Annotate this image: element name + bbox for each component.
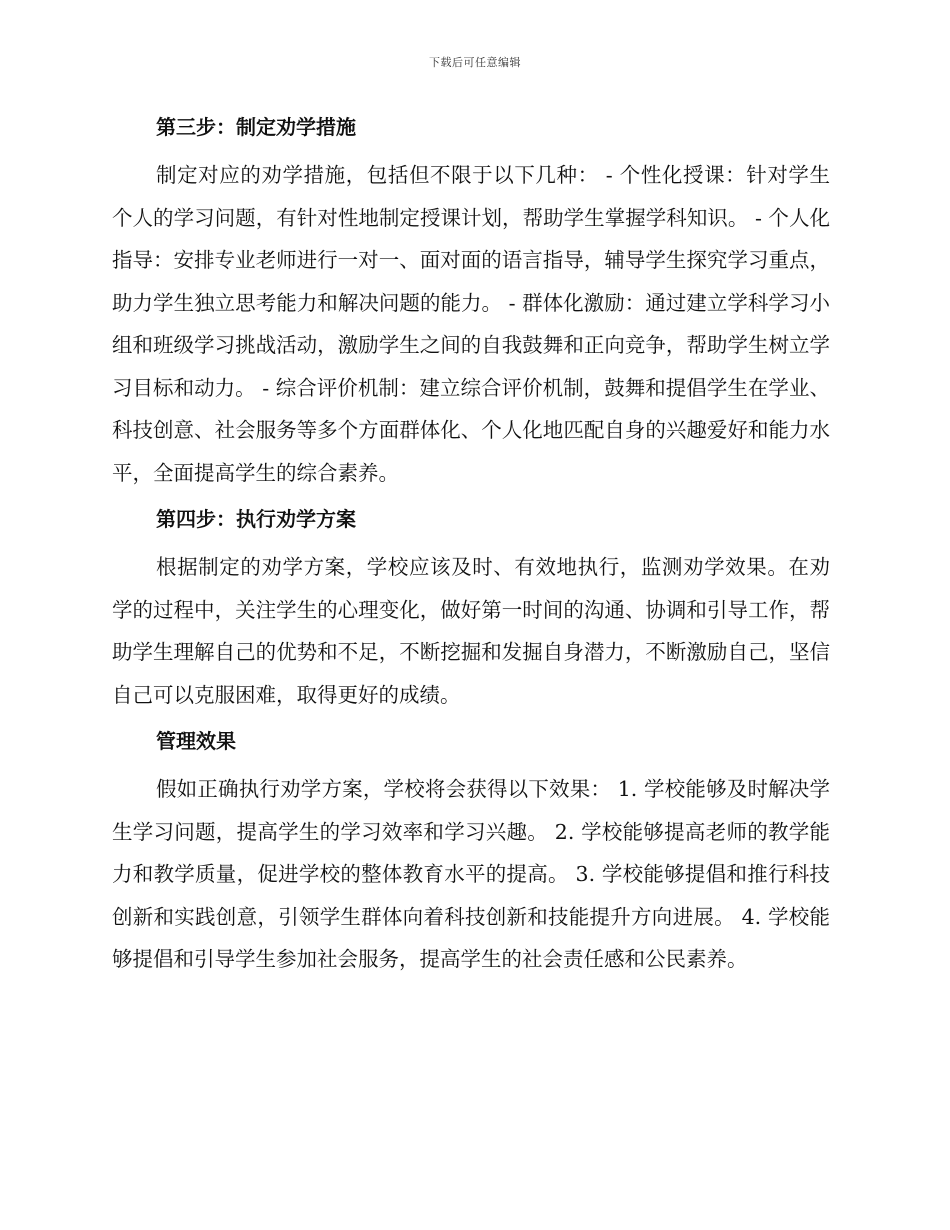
section-heading: 管理效果 bbox=[156, 729, 236, 753]
section-heading: 第四步：执行劝学方案 bbox=[156, 507, 356, 531]
section-step-four bbox=[112, 504, 830, 716]
section-step-three bbox=[112, 112, 830, 494]
header-note: 下载后可任意编辑 bbox=[429, 56, 521, 69]
section-paragraph: 根据制定的劝学方案，学校应该及时、有效地执行，监测劝学效果。在劝学的过程中，关注学生的心理变化，做好第一时间的沟通、协调和引导工作，帮助学生理解自己的优势和不足，不断挖掘和发掘自身潜力，不断激励自己，坚信自己可以克服困难，取得更好的成绩。 bbox=[112, 555, 830, 707]
section-paragraph: 假如正确执行劝学方案，学校将会获得以下效果： 1. 学校能够及时解决学生学习问题，提高学生的学习效率和学习兴趣。 2. 学校能够提高老师的教学能力和教学质量，促进学校的整体教育水平的提高。 3. 学校能够提倡和推行科技创新和实践创意，引领学生群体向着科技创新和技能提升方向进展。 4. 学校能够提倡和引导学生参加社会服务，提高学生的社会责任感和公民素养。 bbox=[112, 777, 830, 971]
document-body bbox=[112, 100, 830, 981]
section-paragraph: 制定对应的劝学措施，包括但不限于以下几种： - 个性化授课：针对学生个人的学习问题，有针对性地制定授课计划，帮助学生掌握学科知识。 - 个人化指导：安排专业老师进行一对一、面对面的语言指导，辅导学生探究学习重点，助力学生独立思考能力和解决问题的能力。 - 群体化激励：通过建立学科学习小组和班级学习挑战活动，激励学生之间的自我鼓舞和正向竞争，帮助学生树立学习目标和动力。 - 综合评价机制：建立综合评价机制，鼓舞和提倡学生在学业、科技创意、社会服务等多个方面群体化、个人化地匹配自身的兴趣爱好和能力水平，全面提高学生的综合素养。 bbox=[112, 163, 830, 485]
section-management-effects bbox=[112, 726, 830, 981]
section-heading: 第三步：制定劝学措施 bbox=[156, 115, 356, 139]
